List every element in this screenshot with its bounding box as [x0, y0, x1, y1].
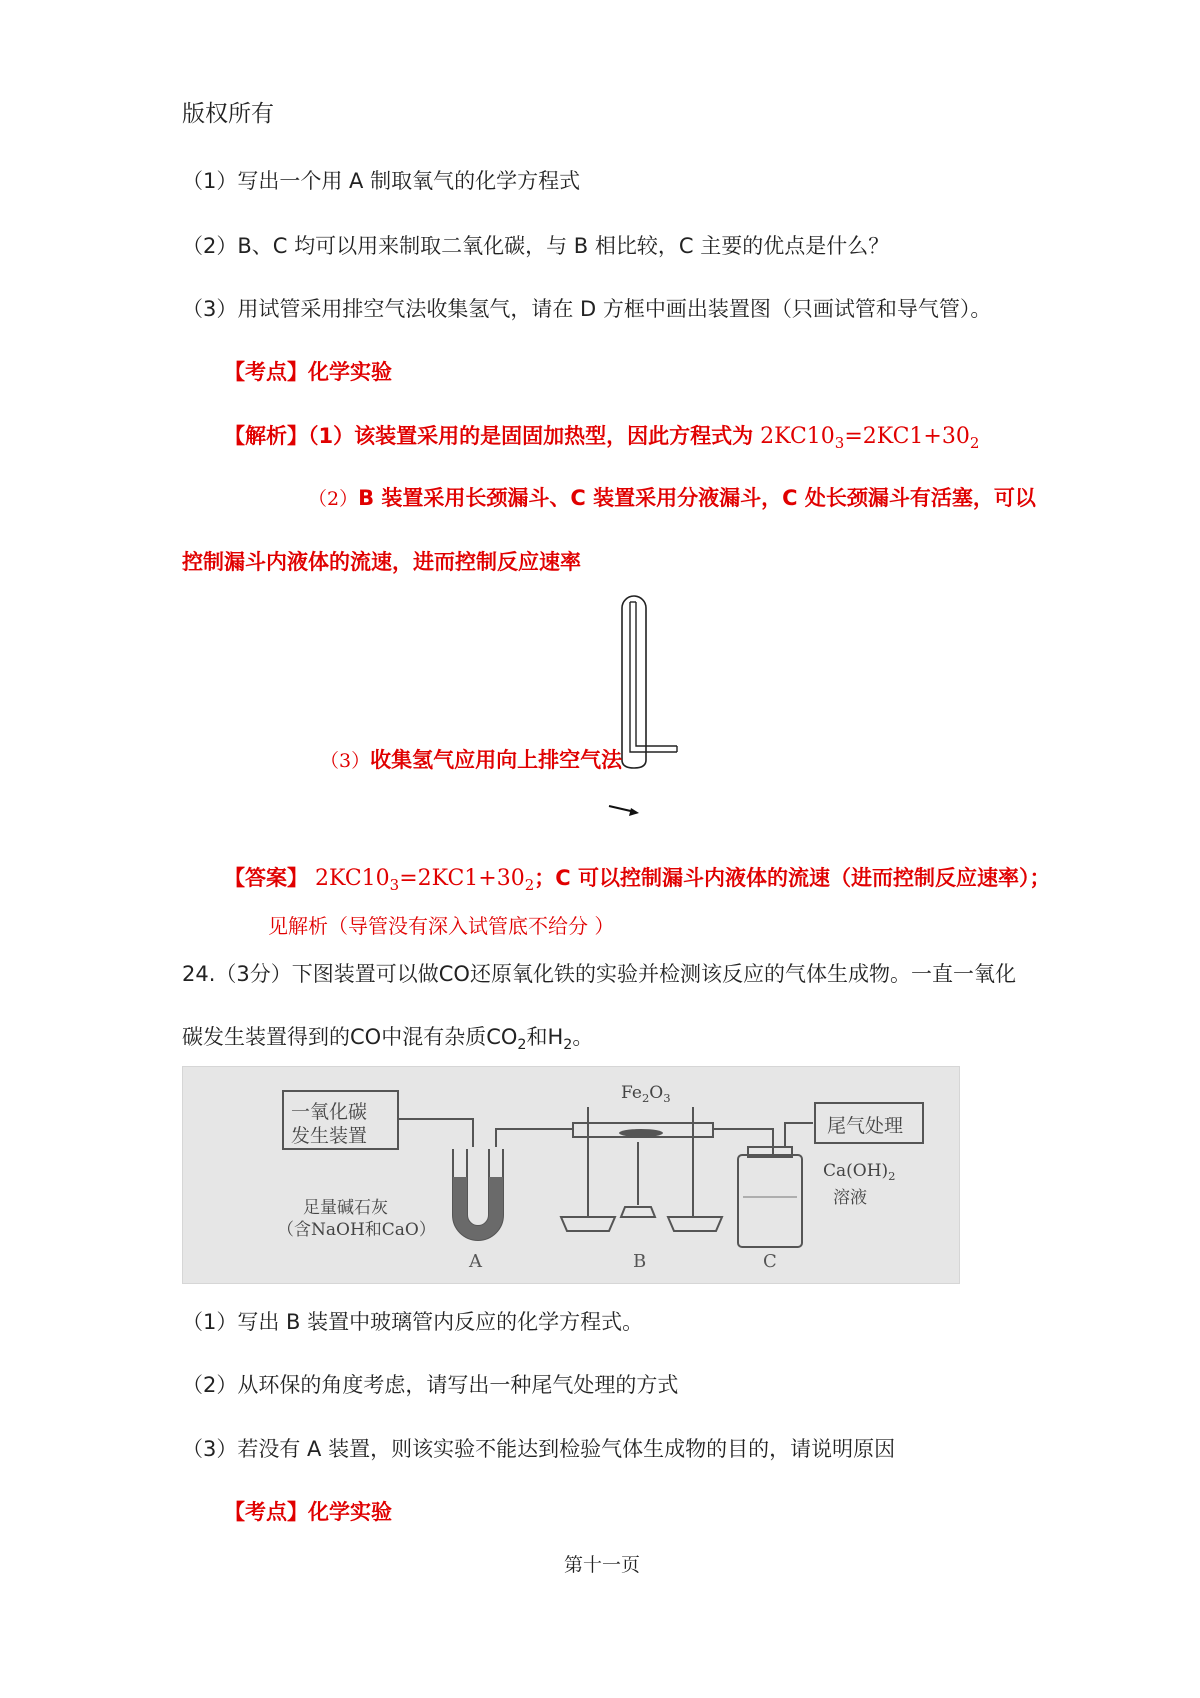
- apparatus-figure: [182, 1066, 960, 1284]
- apparatus-label-a: A: [469, 1251, 482, 1272]
- kaodian-label-24: 【考点】化学实验: [224, 1500, 392, 1524]
- copyright-text: 版权所有: [182, 101, 274, 127]
- arrow-icon: [607, 800, 643, 820]
- co-generator-label-1: 一氧化碳: [291, 1101, 368, 1123]
- question-item: （1）写出 B 装置中玻璃管内反应的化学方程式。: [182, 1310, 644, 1334]
- caoh2-label-2: 溶液: [833, 1188, 867, 1208]
- kaodian-label: 【考点】化学实验: [224, 360, 392, 384]
- jiexi-line-2: （2）B 装置采用长颈漏斗、C 装置采用分液漏斗，C 处长颈漏斗有活塞，可以: [308, 486, 1036, 510]
- apparatus-label-b: B: [633, 1251, 647, 1272]
- jiexi-line-1: 【解析】（1）该装置采用的是固固加热型，因此方程式为 $2KC10_3=2KC1+30_2$: [224, 424, 980, 453]
- page-number: 第十一页: [564, 1554, 641, 1576]
- jiexi-line-3: （3）收集氢气应用向上排空气法: [320, 748, 623, 772]
- jiexi-line-2b: 控制漏斗内液体的流速，进而控制反应速率: [182, 550, 581, 574]
- question-24-intro-2: 碳发生装置得到的CO中混有杂质$CO_2$和$H_2$。: [182, 1025, 594, 1053]
- question-item: （1）写出一个用 A 制取氧气的化学方程式: [182, 169, 581, 193]
- reagent-label-1: 足量碱石灰: [303, 1198, 388, 1218]
- tail-gas-label: 尾气处理: [827, 1115, 904, 1137]
- reagent-label-2: （含NaOH和CaO）: [277, 1220, 436, 1240]
- co-generator-label-2: 发生装置: [291, 1125, 368, 1147]
- caoh2-label-1: $Ca(OH)_2$: [823, 1161, 896, 1184]
- question-24-intro: 24.（3分）下图装置可以做CO还原氧化铁的实验并检测该反应的气体生成物。一直一氧化: [182, 962, 1016, 986]
- answer-line-1: 【答案】 $2KC10_3=2KC1+30_2$；C 可以控制漏斗内液体的流速（进而控制反应速率）；: [224, 866, 1051, 895]
- question-item: （3）用试管采用排空气法收集氢气，请在 D 方框中画出装置图（只画试管和导气管）。: [182, 297, 992, 321]
- question-item: （3）若没有 A 装置，则该实验不能达到检验气体生成物的目的，请说明原因: [182, 1437, 896, 1461]
- question-item: （2）从环保的角度考虑，请写出一种尾气处理的方式: [182, 1373, 679, 1397]
- fe2o3-label: $Fe_2O_3$: [621, 1083, 671, 1106]
- question-item: （2）B、C 均可以用来制取二氧化碳，与 B 相比较，C 主要的优点是什么？: [182, 234, 890, 258]
- answer-line-2: 见解析（导管没有深入试管底不给分 ）: [268, 914, 615, 938]
- apparatus-label-c: C: [763, 1251, 777, 1272]
